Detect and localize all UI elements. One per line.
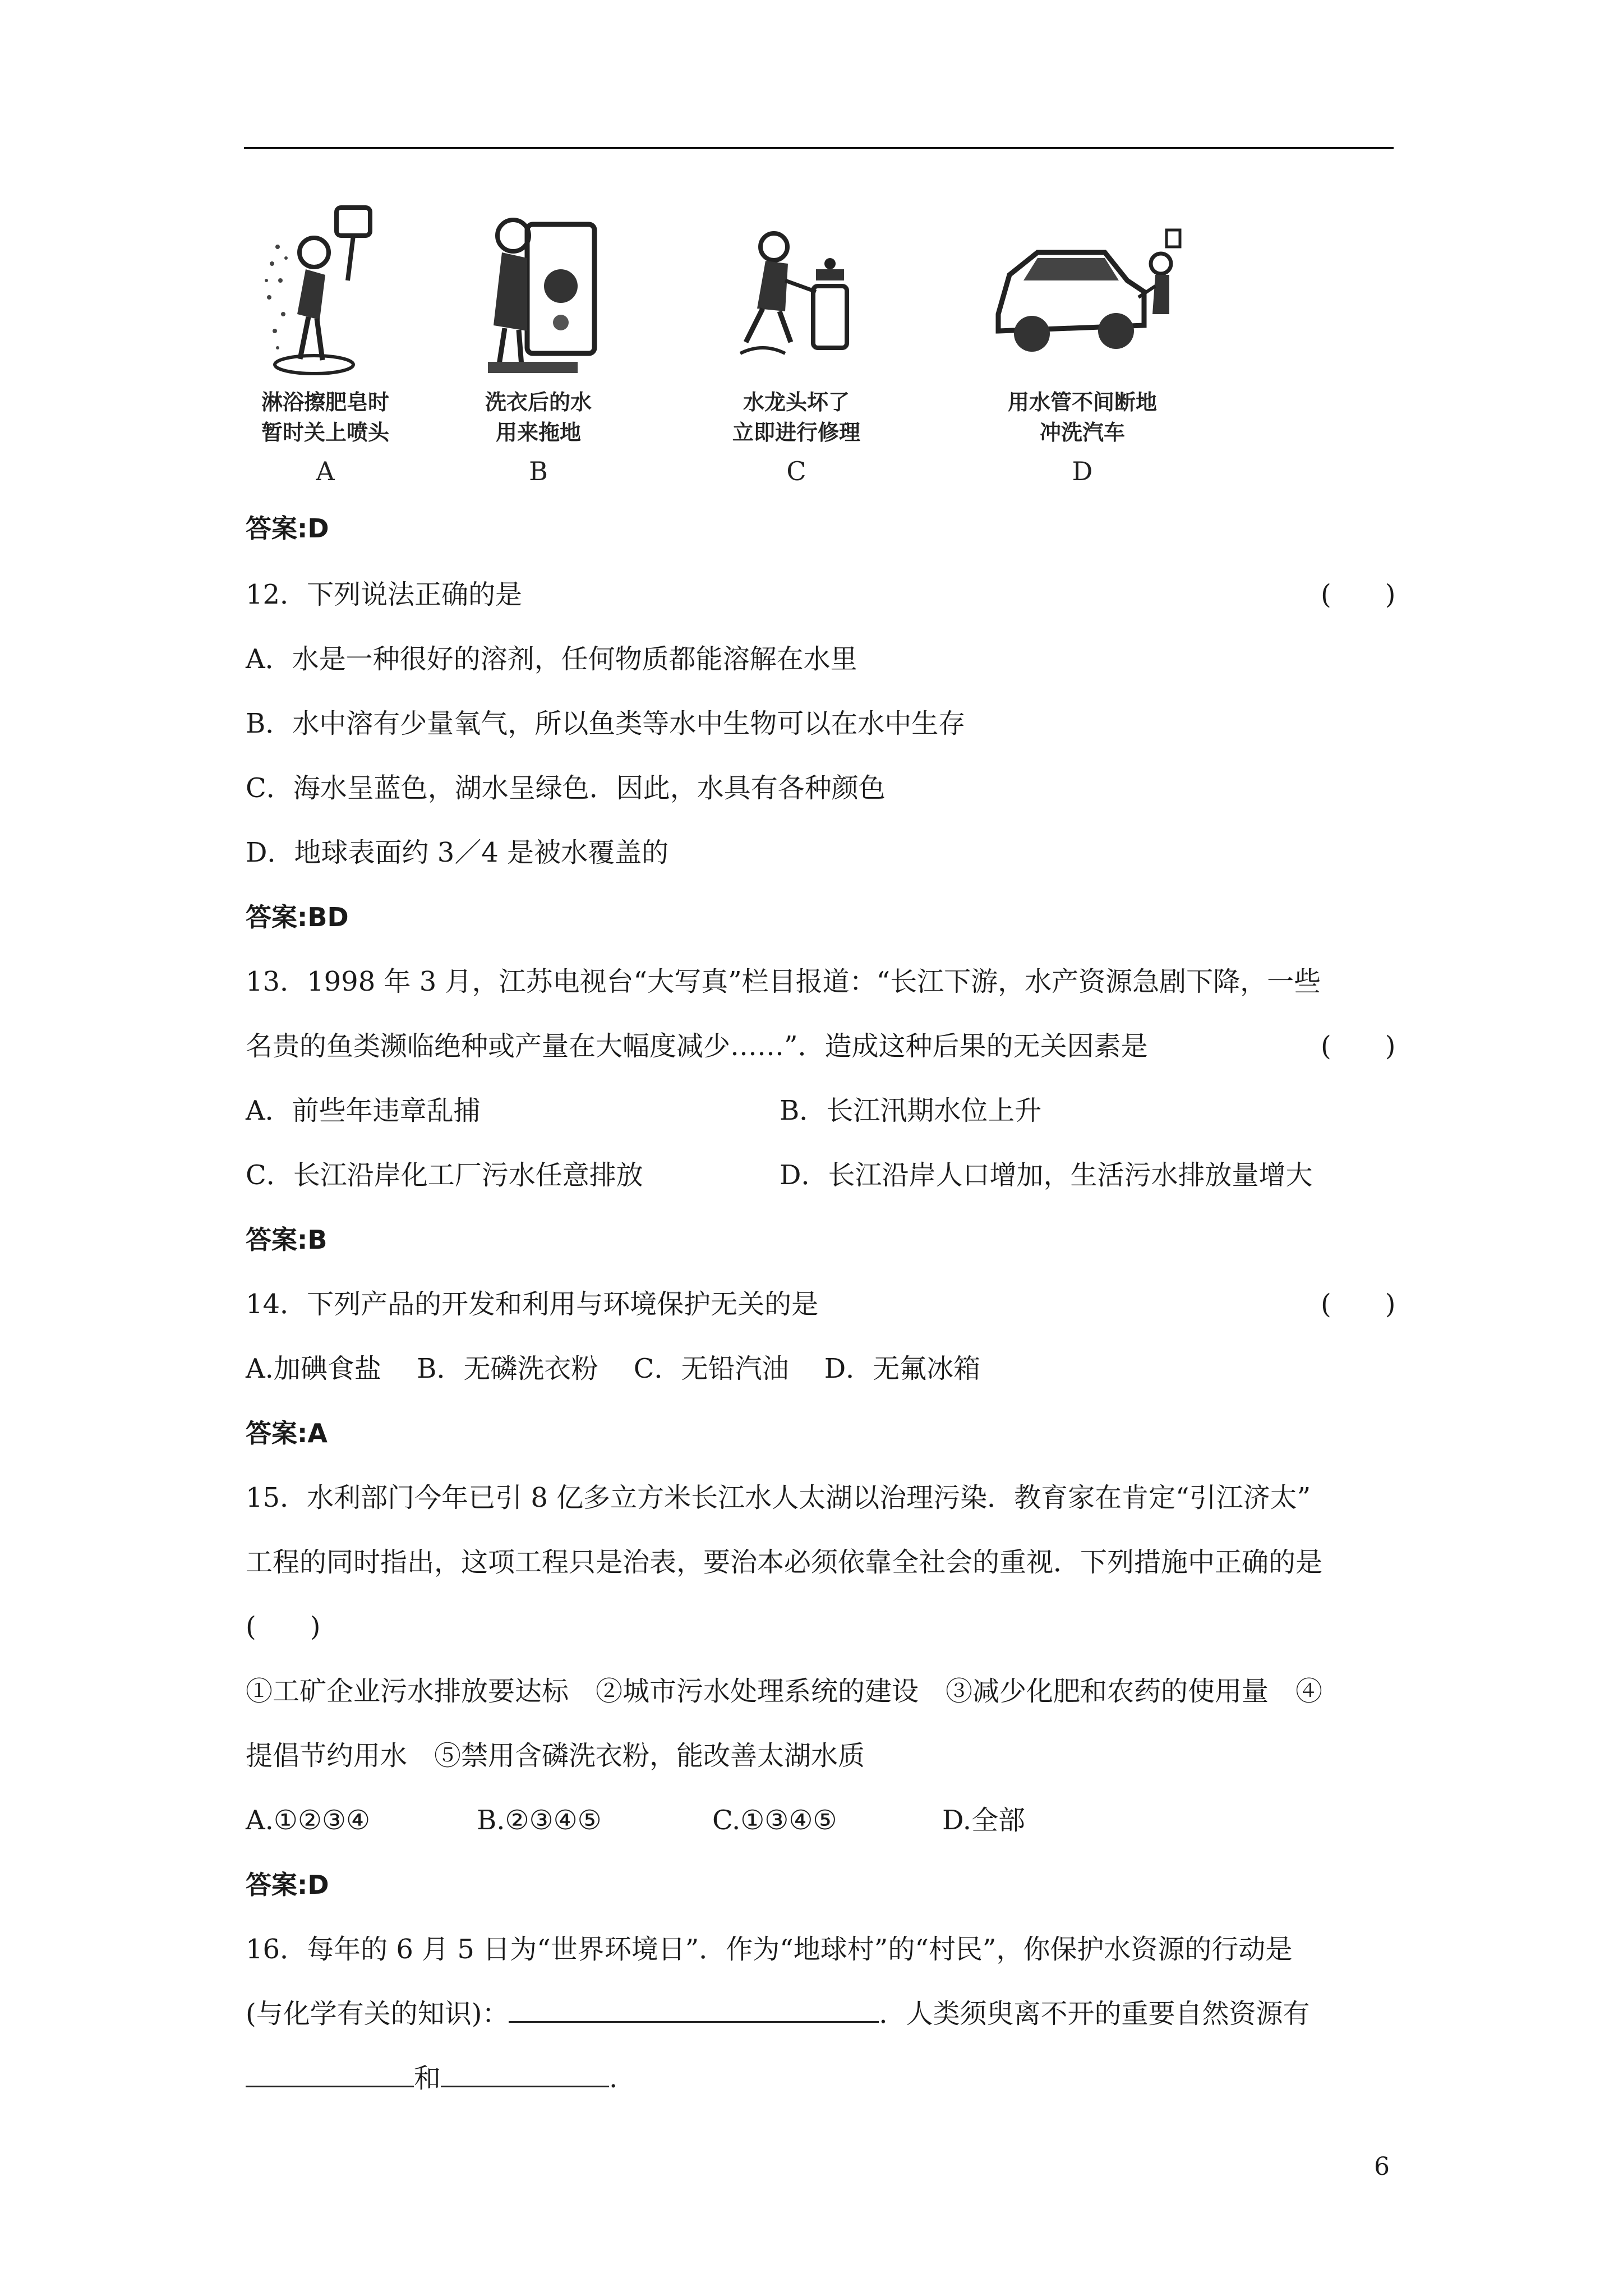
- figure-d-caption-line2: 冲洗汽车: [1039, 420, 1125, 445]
- figure-b-caption-line1: 洗衣后的水: [485, 390, 592, 415]
- q16-connector: 和: [414, 2063, 441, 2094]
- q16-blank-2[interactable]: [246, 2061, 414, 2087]
- q12-answer: 答案:BD: [246, 902, 349, 932]
- q16-stem-line1: 16．每年的 6 月 5 日为“世界环境日”．作为“地球村”的“村民”，你保护水资源的行动是: [246, 1934, 1293, 1965]
- q13-option-a: A．前些年违章乱捕: [246, 1095, 481, 1126]
- shower-person-icon: [252, 202, 398, 381]
- q14-answer: 答案:A: [246, 1418, 328, 1448]
- figure-d-letter: D: [1072, 456, 1093, 486]
- header-rule: [244, 147, 1394, 149]
- q15-items-line1: ①工矿企业污水排放要达标 ②城市污水处理系统的建设 ③减少化肥和农药的使用量 ④: [246, 1676, 1323, 1707]
- q16-stem-line2: [246, 1996, 1310, 2032]
- q15-option-a: A.①②③④: [246, 1805, 371, 1836]
- q12-paren: ( ): [1321, 579, 1396, 610]
- figure-b-caption-line2: 用来拖地: [495, 420, 581, 445]
- washing-machine-icon: [460, 202, 617, 381]
- q15-items-line2: 提倡节约用水 ⑤禁用含磷洗衣粉，能改善太湖水质: [246, 1740, 865, 1772]
- q15-paren: ( ): [246, 1611, 321, 1642]
- q14-paren: ( ): [1321, 1289, 1396, 1320]
- q11-answer: 答案:D: [246, 513, 329, 544]
- q12-option-c: C．海水呈蓝色，湖水呈绿色．因此，水具有各种颜色: [246, 772, 886, 804]
- q16-stem-line2-suffix: ．人类须臾离不开的重要自然资源有: [879, 1998, 1310, 2030]
- q13-stem-line2: 名贵的鱼类濒临绝种或产量在大幅度减少……”．造成这种后果的无关因素是: [246, 1030, 1148, 1062]
- q13-answer: 答案:B: [246, 1225, 328, 1255]
- q16-period: .: [609, 2063, 618, 2094]
- figure-c-caption-line2: 立即进行修理: [732, 420, 860, 445]
- q15-option-d: D.全部: [942, 1805, 1026, 1836]
- q16-blank-3[interactable]: [441, 2061, 609, 2087]
- figure-row: [241, 202, 1239, 494]
- figure-a-caption-line2: 暂时关上喷头: [261, 420, 389, 445]
- q15-stem-line2: 工程的同时指出，这项工程只是治表，要治本必须依靠全社会的重视．下列措施中正确的是: [246, 1547, 1323, 1578]
- faucet-repair-icon: [723, 202, 869, 381]
- figure-c-letter: C: [786, 456, 806, 486]
- q13-option-c: C．长江沿岸化工厂污水任意排放: [246, 1159, 643, 1191]
- figure-a-caption-line1: 淋浴擦肥皂时: [261, 390, 389, 415]
- q12-option-a: A．水是一种很好的溶剂，任何物质都能溶解在水里: [246, 643, 857, 675]
- q13-option-b: B．长江汛期水位上升: [780, 1095, 1042, 1126]
- q14-stem: 14．下列产品的开发和利用与环境保护无关的是: [246, 1289, 819, 1320]
- q15-option-c: C.①③④⑤: [712, 1805, 837, 1836]
- q15-option-b: B.②③④⑤: [477, 1805, 602, 1836]
- q12-option-b: B．水中溶有少量氧气，所以鱼类等水中生物可以在水中生存: [246, 708, 966, 739]
- figure-b-letter: B: [529, 456, 548, 486]
- figure-d: [970, 202, 1195, 494]
- q16-stem-line2-prefix: (与化学有关的知识)：: [246, 1998, 509, 2030]
- q16-stem-line3: [246, 2060, 617, 2096]
- q15-answer: 答案:D: [246, 1870, 329, 1900]
- q12-stem: 12．下列说法正确的是: [246, 579, 523, 610]
- figure-c: [712, 202, 880, 494]
- figure-a: [241, 202, 409, 494]
- q12-option-d: D．地球表面约 3／4 是被水覆盖的: [246, 837, 669, 868]
- figure-b: [454, 202, 623, 494]
- q15-stem-line1: 15．水利部门今年已引 8 亿多立方米长江水人太湖以治理污染．教育家在肯定“引江济太”: [246, 1482, 1311, 1513]
- car-wash-icon: [976, 202, 1189, 381]
- page-number: 6: [1374, 2152, 1390, 2181]
- q13-stem-line1: 13．1998 年 3 月，江苏电视台“大写真”栏目报道：“长江下游，水产资源急剧下降，一些: [246, 966, 1321, 997]
- figure-c-caption-line1: 水龙头坏了: [743, 390, 850, 415]
- q16-blank-1[interactable]: [509, 1996, 879, 2023]
- figure-a-letter: A: [316, 456, 335, 486]
- q13-option-d: D．长江沿岸人口增加，生活污水排放量增大: [780, 1159, 1313, 1191]
- q14-options: A.加碘食盐 B．无磷洗衣粉 C．无铅汽油 D．无氟冰箱: [246, 1353, 981, 1384]
- q13-paren: ( ): [1321, 1030, 1396, 1062]
- figure-d-caption-line1: 用水管不间断地: [1007, 390, 1157, 415]
